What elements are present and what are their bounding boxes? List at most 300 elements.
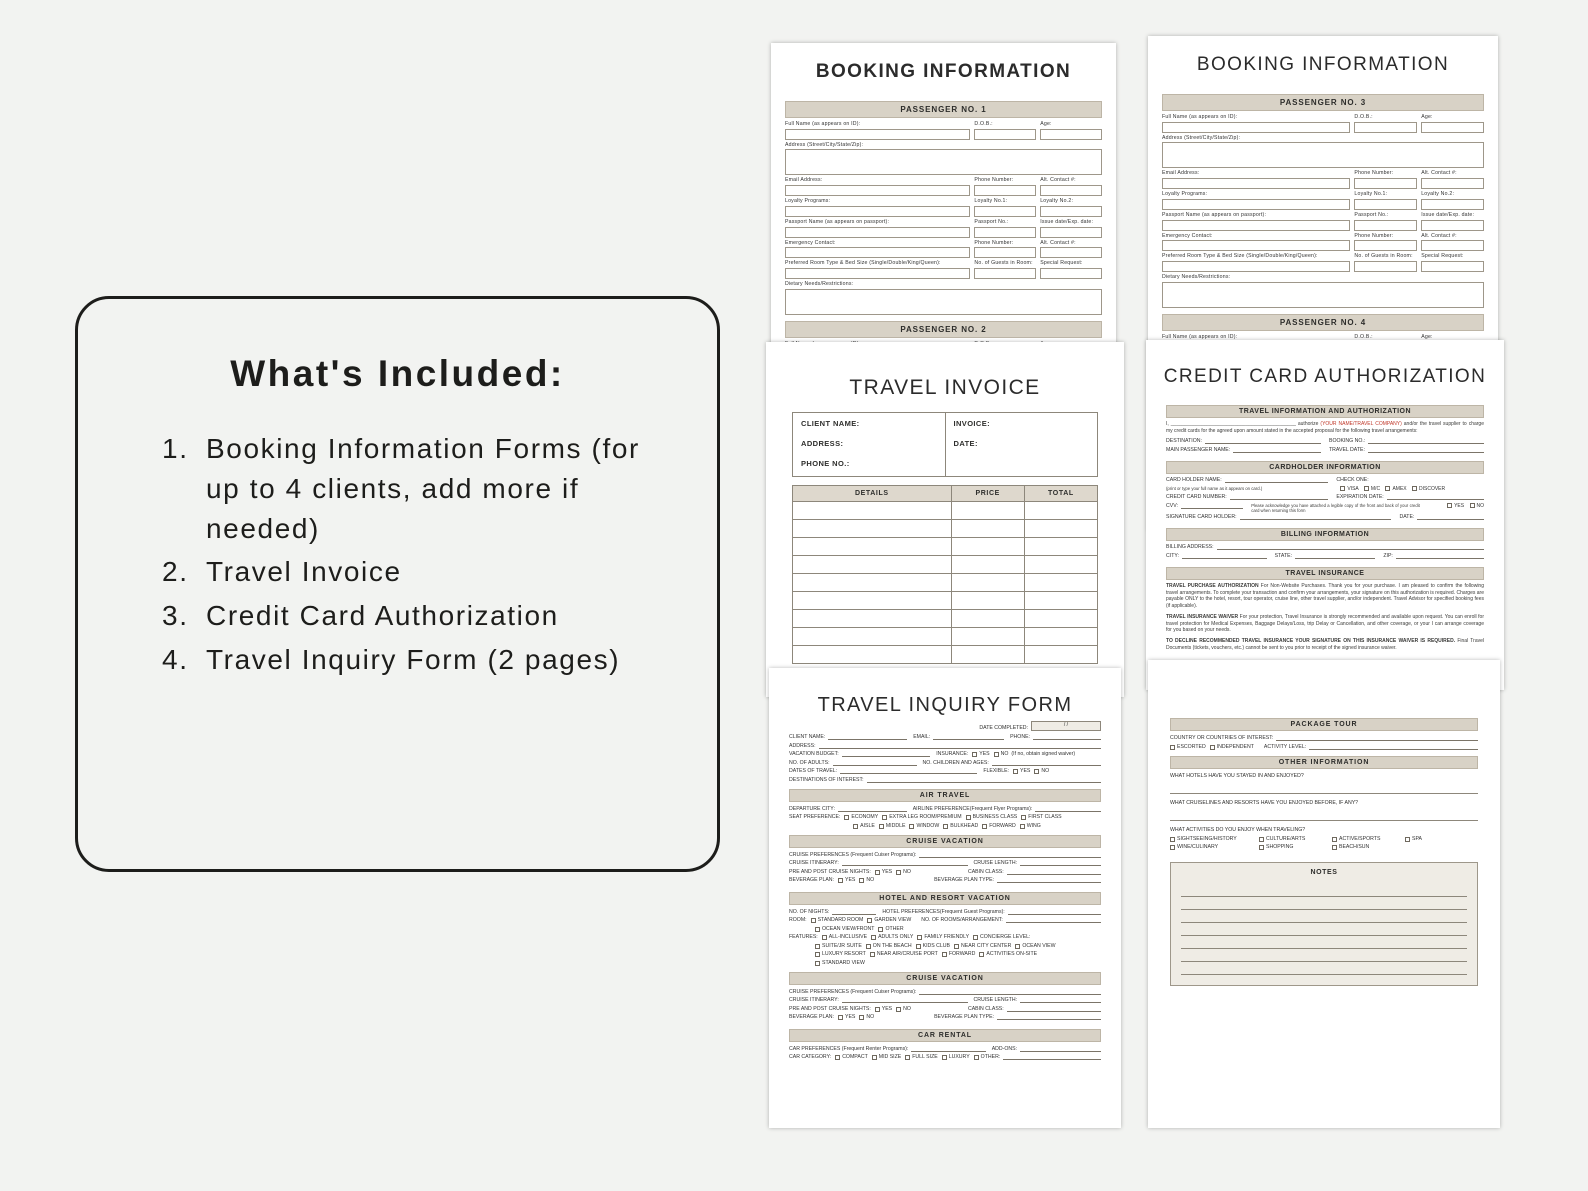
band-air-travel: AIR TRAVEL xyxy=(789,789,1101,802)
label-passport-name: Passport Name (as appears on passport): xyxy=(1162,211,1267,218)
label-travel-date: TRAVEL DATE: xyxy=(1329,446,1365,453)
label-address: Address (Street/City/State/Zip): xyxy=(785,141,864,148)
input-no-of-rooms[interactable] xyxy=(1006,922,1101,923)
label-room-type: Preferred Room Type & Bed Size (Single/Double/King/Queen): xyxy=(785,260,941,267)
company-placeholder: (YOUR NAME/TRAVEL COMPANY) xyxy=(1320,421,1402,427)
input-passport-no[interactable] xyxy=(1354,220,1417,231)
band-car-rental: CAR RENTAL xyxy=(789,1029,1101,1042)
input-card-holder-name[interactable] xyxy=(1225,482,1329,483)
checkbox-mid-size[interactable] xyxy=(872,1055,877,1060)
checkbox-luxury-resort[interactable] xyxy=(815,952,820,957)
authorization-paragraph: I, _____________________________________________ authorize (YOUR NAME/TRAVEL COMPANY) and/or the travel supplier to charge my credit cards for the agreed upon amount stated in the accepted proposal for the following travel arrangements: xyxy=(1166,421,1484,434)
cell-price[interactable] xyxy=(951,538,1024,556)
label-passport-no: Passport No.: xyxy=(1354,211,1389,218)
label-cruise-length-2: CRUISE LENGTH: xyxy=(973,997,1018,1003)
decline-heading: TO DECLINE RECOMMENDED TRAVEL INSURANCE YOUR SIGNATURE ON THIS INSURANCE WAIVER IS REQUIRED. xyxy=(1166,638,1456,645)
input-loyalty-no1[interactable] xyxy=(1354,199,1417,210)
cell-price[interactable] xyxy=(951,502,1024,520)
checkbox-independent[interactable] xyxy=(1210,745,1215,750)
label-room-other: OTHER xyxy=(885,925,904,932)
input-travel-date[interactable] xyxy=(1368,452,1484,453)
notes-line[interactable] xyxy=(1181,949,1467,962)
label-client-name: CLIENT NAME: xyxy=(789,734,826,740)
label-flexible-yes: YES xyxy=(1019,768,1031,774)
answer-hotels[interactable] xyxy=(1170,781,1478,794)
input-special-request[interactable] xyxy=(1040,268,1102,279)
label-email: Email Address: xyxy=(1162,170,1200,177)
checkbox-beverage-yes[interactable] xyxy=(838,878,843,883)
checkbox-compact[interactable] xyxy=(835,1055,840,1060)
notes-line[interactable] xyxy=(1181,923,1467,936)
input-departure-city[interactable] xyxy=(838,811,907,812)
input-signature-card-holder[interactable] xyxy=(1240,519,1392,520)
checkbox-concierge-level[interactable] xyxy=(973,935,978,940)
label-sightseeing-history: SIGHTSEEING/HISTORY xyxy=(1177,835,1237,842)
input-credit-card-number[interactable] xyxy=(1230,499,1329,500)
cell-details[interactable] xyxy=(793,628,952,646)
label-forward: FORWARD xyxy=(989,822,1016,829)
input-destinations-of-interest[interactable] xyxy=(867,782,1101,783)
input-cruise-itinerary-2[interactable] xyxy=(842,1002,968,1003)
input-phone-2[interactable] xyxy=(974,247,1036,258)
input-no-of-adults[interactable] xyxy=(833,765,917,766)
checkbox-luxury[interactable] xyxy=(942,1055,947,1060)
label-insurance: INSURANCE: xyxy=(936,751,969,757)
cell-details[interactable] xyxy=(793,592,952,610)
checkbox-bulkhead[interactable] xyxy=(943,824,948,829)
input-room-type[interactable] xyxy=(1162,261,1350,272)
input-vacation-budget[interactable] xyxy=(842,756,931,757)
label-car-preferences: CAR PREFERENCES (Frequent Renter Programs): xyxy=(789,1045,909,1052)
label-full-name-p4: Full Name (as appears on ID): xyxy=(1162,333,1238,340)
input-email[interactable] xyxy=(1162,178,1350,189)
input-date-completed[interactable]: / / xyxy=(1031,721,1101,731)
checkbox-wing[interactable] xyxy=(1020,824,1025,829)
checkbox-car-other[interactable] xyxy=(974,1055,979,1060)
label-wing: WING xyxy=(1026,822,1041,829)
input-cruise-preferences[interactable] xyxy=(919,857,1101,858)
label-alt-contact-2: Alt. Contact #: xyxy=(1421,232,1457,239)
input-special-request[interactable] xyxy=(1421,261,1484,272)
input-cruise-length[interactable] xyxy=(1020,865,1101,866)
label-issue-exp: Issue date/Exp. date: xyxy=(1421,211,1475,218)
checkbox-shopping[interactable] xyxy=(1259,845,1264,850)
input-address[interactable] xyxy=(819,748,1101,749)
label-near-air-cruise-port: NEAR AIR/CRUISE PORT xyxy=(876,951,938,957)
section-header-passenger-2: PASSENGER NO. 2 xyxy=(785,321,1102,338)
label-destinations-of-interest: DESTINATIONS OF INTEREST: xyxy=(789,776,864,783)
table-row[interactable] xyxy=(793,538,1098,556)
input-destination[interactable] xyxy=(1205,443,1321,444)
checkbox-culture-arts[interactable] xyxy=(1259,837,1264,842)
table-row[interactable] xyxy=(793,502,1098,520)
checkbox-beverage-no[interactable] xyxy=(859,878,864,883)
cell-price[interactable] xyxy=(951,574,1024,592)
checkbox-amex[interactable] xyxy=(1385,486,1390,491)
answer-cruises[interactable] xyxy=(1170,808,1478,821)
input-phone[interactable] xyxy=(1033,739,1101,740)
label-mid-size: MID SIZE xyxy=(878,1054,902,1060)
input-loyalty-no2[interactable] xyxy=(1040,206,1102,217)
travel-invoice-sheet xyxy=(766,342,1124,697)
page-title: What's Included: xyxy=(230,353,565,394)
checkbox-mc[interactable] xyxy=(1364,486,1369,491)
cell-price[interactable] xyxy=(951,520,1024,538)
section-header-passenger-1: PASSENGER NO. 1 xyxy=(785,101,1102,118)
label-beverage-plan-2: BEVERAGE PLAN: xyxy=(789,1014,834,1020)
input-main-passenger[interactable] xyxy=(1233,452,1321,453)
cell-details[interactable] xyxy=(793,574,952,592)
checkbox-sightseeing-history[interactable] xyxy=(1170,837,1175,842)
label-beverage-no-2: NO xyxy=(866,1014,875,1020)
label-bulkhead: BULKHEAD xyxy=(950,822,979,829)
checkbox-cvv-yes[interactable] xyxy=(1447,503,1452,508)
checkbox-visa[interactable] xyxy=(1340,486,1345,491)
table-row[interactable] xyxy=(793,520,1098,538)
cell-details[interactable] xyxy=(793,610,952,628)
input-date[interactable] xyxy=(1417,519,1484,520)
label-beverage-yes: YES xyxy=(844,877,856,883)
checkbox-flexible-no[interactable] xyxy=(1034,769,1039,774)
doc-title: TRAVEL INVOICE xyxy=(849,376,1041,399)
label-beverage-no: NO xyxy=(866,877,875,883)
label-hotel-preferences: HOTEL PREFERENCES(Frequent Guest Programs): xyxy=(882,908,1005,915)
label-pre-post-yes-2: YES xyxy=(881,1005,893,1012)
checkbox-on-the-beach[interactable] xyxy=(866,944,871,949)
cell-total[interactable] xyxy=(1024,520,1097,538)
label-cruise-itinerary-2: CRUISE ITINERARY: xyxy=(789,997,839,1003)
label-insurance-yes: YES xyxy=(979,751,990,757)
input-state[interactable] xyxy=(1295,558,1375,559)
label-phone-no: PHONE NO.: xyxy=(801,459,850,468)
table-header-row xyxy=(793,486,1098,502)
label-flexible-no: NO xyxy=(1041,768,1050,774)
input-booking-no[interactable] xyxy=(1368,443,1484,444)
print-hint: (print or type your full name as it appears on card.) xyxy=(1166,485,1263,491)
input-emergency-contact[interactable] xyxy=(785,247,970,258)
checkbox-adults-only[interactable] xyxy=(871,935,876,940)
input-alt-contact[interactable] xyxy=(1040,185,1102,196)
notes-line[interactable] xyxy=(1181,897,1467,910)
label-insurance-note: (If no, obtain signed waiver) xyxy=(1011,751,1076,757)
input-loyalty-programs[interactable] xyxy=(1162,199,1350,210)
cell-price[interactable] xyxy=(951,592,1024,610)
checkbox-near-air-cruise-port[interactable] xyxy=(870,952,875,957)
notes-title: NOTES xyxy=(1310,869,1338,876)
input-cruise-itinerary[interactable] xyxy=(842,865,968,866)
input-loyalty-no1[interactable] xyxy=(974,206,1036,217)
checkbox-forward[interactable] xyxy=(982,824,987,829)
label-pre-post-no-2: NO xyxy=(903,1005,911,1012)
input-passport-name[interactable] xyxy=(785,227,970,238)
input-issue-exp[interactable] xyxy=(1421,220,1484,231)
notes-line[interactable] xyxy=(1181,962,1467,975)
label-car-category: CAR CATEGORY: xyxy=(789,1054,832,1060)
label-alt-contact-2: Alt. Contact #: xyxy=(1040,239,1076,246)
cell-details[interactable] xyxy=(793,502,952,520)
checkbox-middle[interactable] xyxy=(879,824,884,829)
input-age[interactable] xyxy=(1040,129,1102,140)
label-special-request: Special Request: xyxy=(1421,253,1464,260)
label-loyalty-no2: Loyalty No.2: xyxy=(1421,191,1455,198)
table-row[interactable] xyxy=(793,610,1098,628)
input-phone[interactable] xyxy=(974,185,1036,196)
table-row[interactable] xyxy=(793,646,1098,664)
checkbox-extra-leg-room[interactable] xyxy=(882,815,887,820)
label-city: CITY: xyxy=(1166,552,1179,559)
input-cruise-length-2[interactable] xyxy=(1020,1002,1101,1003)
checkbox-pre-post-no-2[interactable] xyxy=(896,1007,901,1012)
cell-total[interactable] xyxy=(1024,610,1097,628)
label-no-of-rooms: NO. OF ROOMS/ARRANGEMENT: xyxy=(921,917,1003,923)
band-other-information: OTHER INFORMATION xyxy=(1170,756,1478,769)
label-check-one: CHECK ONE: xyxy=(1336,476,1369,483)
checkbox-pre-post-yes-2[interactable] xyxy=(875,1007,880,1012)
checkbox-cvv-no[interactable] xyxy=(1470,503,1475,508)
input-passport-name[interactable] xyxy=(1162,220,1350,231)
checkbox-room-other[interactable] xyxy=(878,927,883,932)
checkbox-aisle[interactable] xyxy=(853,824,858,829)
label-emergency-contact: Emergency Contact: xyxy=(1162,232,1213,239)
input-dob[interactable] xyxy=(974,129,1036,140)
input-add-ons[interactable] xyxy=(1020,1051,1101,1052)
label-vacation-budget: VACATION BUDGET: xyxy=(789,751,839,757)
checkbox-first-class[interactable] xyxy=(1021,815,1026,820)
input-dates-of-travel[interactable] xyxy=(840,773,977,774)
label-departure-city: DEPARTURE CITY: xyxy=(789,805,835,812)
cell-total[interactable] xyxy=(1024,556,1097,574)
checkbox-insurance-no[interactable] xyxy=(994,752,999,757)
cell-total[interactable] xyxy=(1024,646,1097,664)
input-dietary[interactable] xyxy=(785,289,1102,315)
input-email[interactable] xyxy=(933,739,1004,740)
label-age: Age: xyxy=(1040,121,1052,127)
input-cruise-preferences-2[interactable] xyxy=(919,994,1101,995)
input-cabin-class[interactable] xyxy=(1007,874,1101,875)
checkbox-garden-view[interactable] xyxy=(867,918,872,923)
notes-line[interactable] xyxy=(1181,936,1467,949)
input-no-children[interactable] xyxy=(992,765,1101,766)
input-car-preferences[interactable] xyxy=(911,1051,985,1052)
checkbox-all-inclusive[interactable] xyxy=(822,935,827,940)
purchase-auth-heading: TRAVEL PURCHASE AUTHORIZATION xyxy=(1166,582,1259,589)
input-client-name[interactable] xyxy=(828,739,907,740)
input-email[interactable] xyxy=(785,185,970,196)
cell-details[interactable] xyxy=(793,520,952,538)
label-kids-club: KIDS CLUB xyxy=(922,942,950,949)
input-phone[interactable] xyxy=(1354,178,1417,189)
input-dietary[interactable] xyxy=(1162,282,1484,308)
band-cruise-vacation-2: CRUISE VACATION xyxy=(789,972,1101,985)
label-age: Age: xyxy=(1421,114,1433,120)
label-loyalty-no1: Loyalty No.1: xyxy=(974,198,1008,205)
cell-total[interactable] xyxy=(1024,574,1097,592)
table-row[interactable] xyxy=(793,592,1098,610)
checkbox-pre-post-yes[interactable] xyxy=(875,870,880,875)
checkbox-standard-view[interactable] xyxy=(815,961,820,966)
label-beverage-plan: BEVERAGE PLAN: xyxy=(789,877,834,883)
checkbox-beach-sun[interactable] xyxy=(1332,845,1337,850)
label-email: Email Address: xyxy=(785,177,823,184)
cell-details[interactable] xyxy=(793,538,952,556)
input-hotel-preferences[interactable] xyxy=(1008,914,1101,915)
table-row[interactable] xyxy=(793,574,1098,592)
cell-price[interactable] xyxy=(951,556,1024,574)
input-activity-level[interactable] xyxy=(1309,749,1478,750)
checkbox-wine-culinary[interactable] xyxy=(1170,845,1175,850)
cell-total[interactable] xyxy=(1024,502,1097,520)
checkbox-pre-post-no[interactable] xyxy=(896,870,901,875)
input-alt-contact-2[interactable] xyxy=(1040,247,1102,258)
travel-purchase-authorization-paragraph xyxy=(1166,583,1484,610)
checkbox-flexible-yes[interactable] xyxy=(1013,769,1018,774)
input-car-other[interactable] xyxy=(1003,1059,1101,1060)
checkbox-full-size[interactable] xyxy=(905,1055,910,1060)
input-zip[interactable] xyxy=(1396,558,1484,559)
list-item: Travel Inquiry Form (2 pages) xyxy=(206,643,621,675)
input-phone-2[interactable] xyxy=(1354,240,1417,251)
doc-title: BOOKING INFORMATION xyxy=(815,61,1072,82)
label-ocean-view: OCEAN VIEW xyxy=(1022,942,1056,949)
input-age[interactable] xyxy=(1421,122,1484,133)
label-address: ADDRESS: xyxy=(789,742,816,749)
input-address[interactable] xyxy=(1162,142,1484,168)
input-country-of-interest[interactable] xyxy=(1276,740,1478,741)
label-flexible: FLEXIBLE: xyxy=(983,768,1009,774)
input-room-type[interactable] xyxy=(785,268,970,279)
label-loyalty-no2: Loyalty No.2: xyxy=(1040,198,1074,205)
cell-details[interactable] xyxy=(793,646,952,664)
label-wine-culinary: WINE/CULINARY xyxy=(1177,844,1219,850)
input-emergency-contact[interactable] xyxy=(1162,240,1350,251)
input-full-name[interactable] xyxy=(1162,122,1350,133)
checkbox-beverage-no-2[interactable] xyxy=(859,1015,864,1020)
label-amex: AMEX xyxy=(1392,485,1407,492)
input-passport-no[interactable] xyxy=(974,227,1036,238)
checkbox-escorted[interactable] xyxy=(1170,745,1175,750)
input-billing-address[interactable] xyxy=(1217,549,1484,550)
cell-details[interactable] xyxy=(793,556,952,574)
input-city[interactable] xyxy=(1182,558,1267,559)
checkbox-active-sports[interactable] xyxy=(1332,837,1337,842)
input-beverage-plan-type-2[interactable] xyxy=(997,1019,1101,1020)
input-cvv[interactable] xyxy=(1181,508,1243,509)
input-expiration-date[interactable] xyxy=(1387,499,1484,500)
checkbox-kids-club[interactable] xyxy=(916,944,921,949)
cell-total[interactable] xyxy=(1024,592,1097,610)
checkbox-ocean-view-front[interactable] xyxy=(815,927,820,932)
input-alt-contact[interactable] xyxy=(1421,178,1484,189)
label-activities-on-site: ACTIVITIES ON-SITE xyxy=(986,951,1038,957)
label-main-passenger: MAIN PASSENGER NAME: xyxy=(1166,446,1231,453)
input-alt-contact-2[interactable] xyxy=(1421,240,1484,251)
checkbox-insurance-yes[interactable] xyxy=(972,752,977,757)
label-cabin-class: CABIN CLASS: xyxy=(967,868,1004,875)
cell-total[interactable] xyxy=(1024,628,1097,646)
cvv-note: Please acknowledge you have attached a legible copy of the front and back of your credit card when returning this form xyxy=(1251,502,1420,514)
input-guests[interactable] xyxy=(974,268,1036,279)
label-billing-address: BILLING ADDRESS: xyxy=(1166,543,1214,550)
cell-price[interactable] xyxy=(951,628,1024,646)
column-price: PRICE xyxy=(951,486,1024,502)
checkbox-feature-forward[interactable] xyxy=(942,952,947,957)
input-airline-preference[interactable] xyxy=(1035,811,1101,812)
label-independent: INDEPENDENT xyxy=(1216,743,1254,750)
label-activity-level: ACTIVITY LEVEL: xyxy=(1263,743,1307,750)
question-activities: WHAT ACTIVITIES DO YOU ENJOY WHEN TRAVELING? xyxy=(1170,826,1306,833)
checkbox-business-class[interactable] xyxy=(966,815,971,820)
label-discover: DISCOVER xyxy=(1419,485,1446,492)
label-phone-2: Phone Number: xyxy=(1354,232,1394,239)
checkbox-spa[interactable] xyxy=(1405,837,1410,842)
label-phone-2: Phone Number: xyxy=(974,239,1014,246)
input-loyalty-programs[interactable] xyxy=(785,206,970,217)
checkbox-beverage-yes-2[interactable] xyxy=(838,1015,843,1020)
cell-price[interactable] xyxy=(951,646,1024,664)
label-beverage-yes-2: YES xyxy=(844,1014,856,1020)
input-dob[interactable] xyxy=(1354,122,1417,133)
label-cruise-preferences: CRUISE PREFERENCES (Frequent Cuiser Programs): xyxy=(789,851,917,858)
checkbox-discover[interactable] xyxy=(1412,486,1417,491)
input-address[interactable] xyxy=(785,149,1102,175)
list-item: Travel Invoice xyxy=(206,556,402,588)
label-dob: D.O.B.: xyxy=(974,121,993,127)
label-credit-card-number: CREDIT CARD NUMBER: xyxy=(1166,493,1227,500)
input-cabin-class-2[interactable] xyxy=(1007,1011,1101,1012)
label-escorted: ESCORTED xyxy=(1177,743,1206,750)
label-date: DATE: xyxy=(953,439,978,448)
label-cruise-preferences-2: CRUISE PREFERENCES (Frequent Cuiser Programs): xyxy=(789,988,917,995)
table-row[interactable] xyxy=(793,556,1098,574)
input-full-name[interactable] xyxy=(785,129,970,140)
question-hotels: WHAT HOTELS HAVE YOU STAYED IN AND ENJOYED? xyxy=(1170,772,1304,779)
label-pre-post-yes: YES xyxy=(881,868,893,875)
input-no-of-nights[interactable] xyxy=(832,914,876,915)
input-loyalty-no2[interactable] xyxy=(1421,199,1484,210)
notes-line[interactable] xyxy=(1181,884,1467,897)
checkbox-suite-jr-suite[interactable] xyxy=(815,944,820,949)
label-yes: YES xyxy=(1454,502,1465,509)
label-cruise-length: CRUISE LENGTH: xyxy=(973,860,1018,866)
input-issue-exp[interactable] xyxy=(1040,227,1102,238)
invoice-header-box xyxy=(792,412,1098,477)
input-guests[interactable] xyxy=(1354,261,1417,272)
checkbox-near-city-center[interactable] xyxy=(954,944,959,949)
checkbox-window[interactable] xyxy=(909,824,914,829)
label-phone: PHONE: xyxy=(1010,734,1030,740)
label-family-friendly: FAMILY FRIENDLY xyxy=(924,934,970,940)
doc-title: CREDIT CARD AUTHORIZATION xyxy=(1163,366,1487,387)
cell-total[interactable] xyxy=(1024,538,1097,556)
checkbox-ocean-view[interactable] xyxy=(1015,944,1020,949)
band-travel-insurance: TRAVEL INSURANCE xyxy=(1166,567,1484,580)
band-travel-info: TRAVEL INFORMATION AND AUTHORIZATION xyxy=(1166,405,1484,418)
cell-price[interactable] xyxy=(951,610,1024,628)
label-age-p4: Age: xyxy=(1421,333,1433,340)
label-cvv: CVV: xyxy=(1166,502,1178,509)
notes-line[interactable] xyxy=(1181,910,1467,923)
checkbox-family-friendly[interactable] xyxy=(917,935,922,940)
label-state: STATE: xyxy=(1274,552,1293,559)
label-mc: M/C xyxy=(1370,485,1381,492)
checkbox-economy[interactable] xyxy=(844,815,849,820)
notes-box xyxy=(1170,862,1478,986)
checkbox-activities-on-site[interactable] xyxy=(979,952,984,957)
table-row[interactable] xyxy=(793,628,1098,646)
input-beverage-plan-type[interactable] xyxy=(997,882,1101,883)
checkbox-standard-room[interactable] xyxy=(811,918,816,923)
question-cruises: WHAT CRUISELINES AND RESORTS HAVE YOU ENJOYED BEFORE, IF ANY? xyxy=(1170,799,1359,806)
